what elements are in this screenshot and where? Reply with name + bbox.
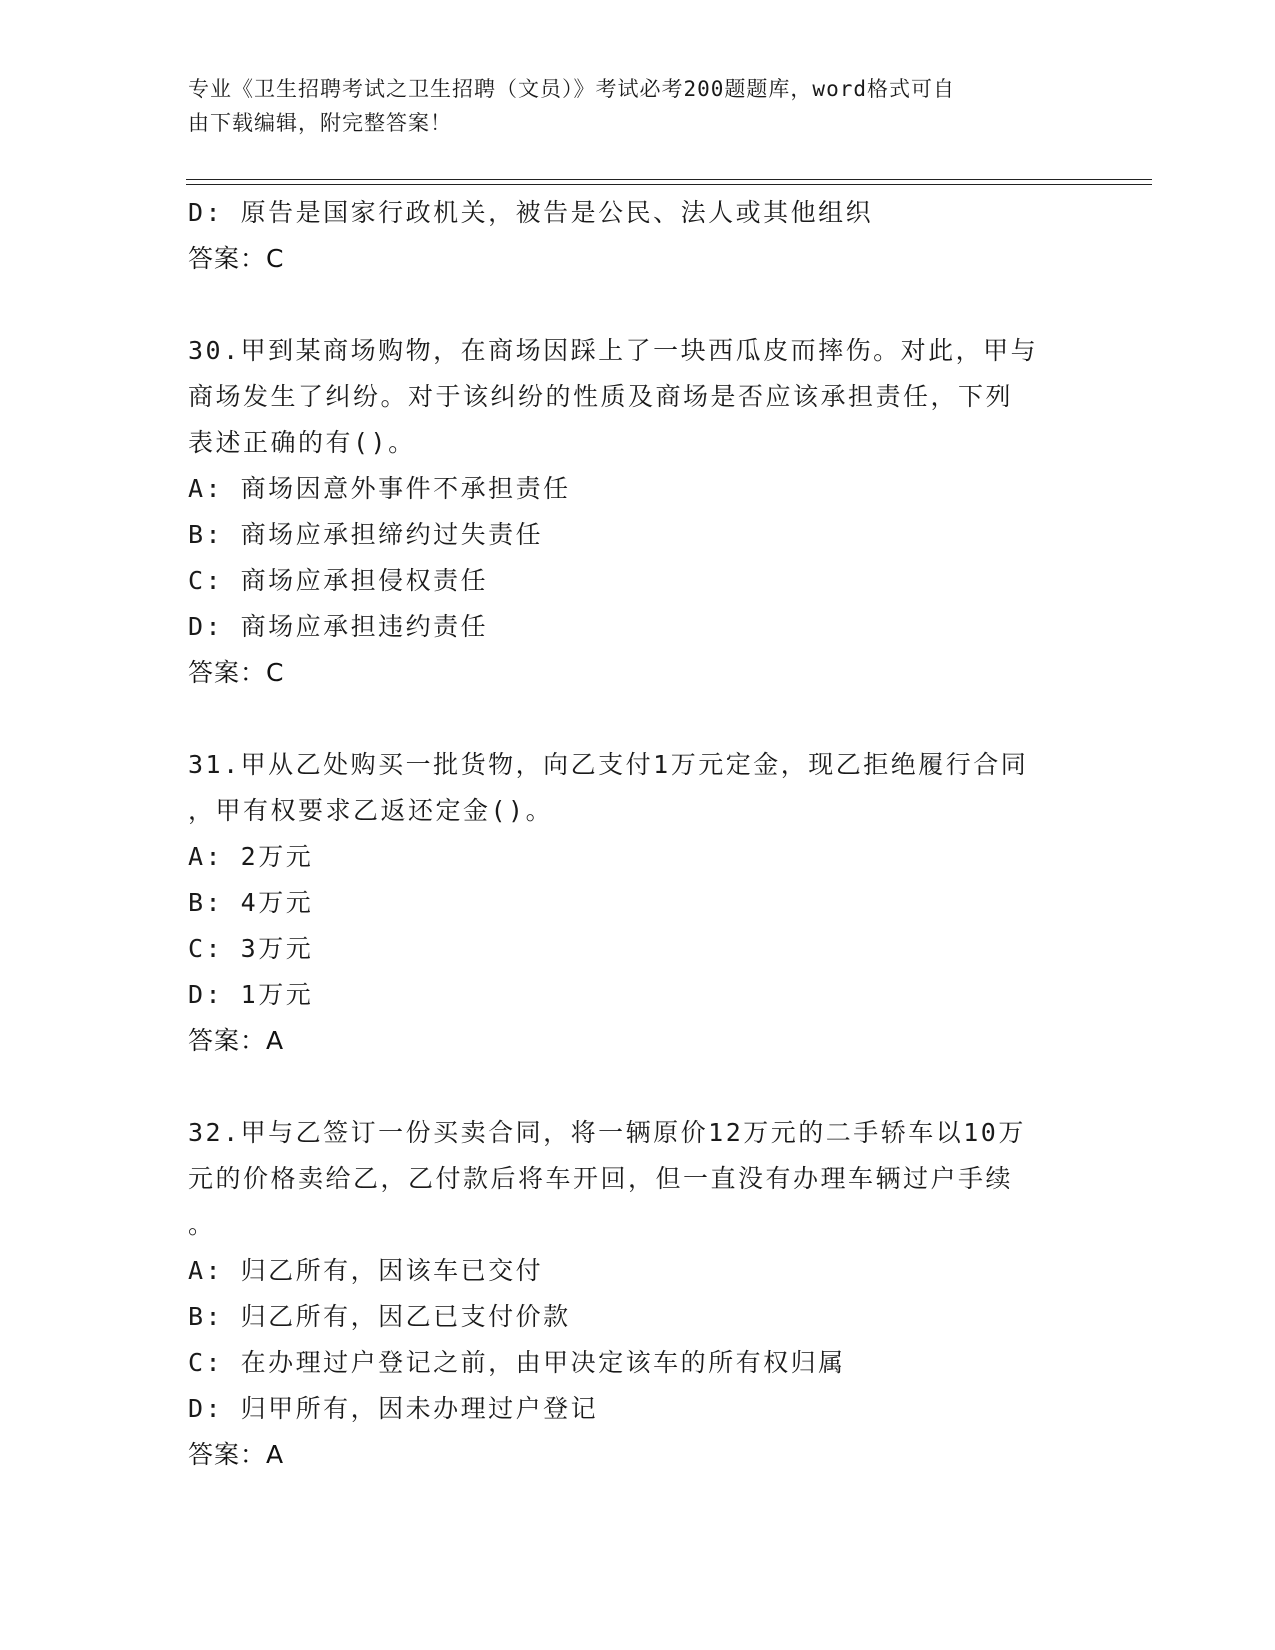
question-32-line-2: 元的价格卖给乙，乙付款后将车开回，但一直没有办理车辆过户手续	[188, 1164, 1014, 1193]
question-32	[188, 1110, 1088, 1478]
question-30	[188, 328, 1088, 696]
question-30-option-b: B: 商场应承担缔约过失责任	[188, 520, 544, 549]
document-header	[188, 72, 1068, 140]
question-32-line-1: 32.甲与乙签订一份买卖合同，将一辆原价12万元的二手轿车以10万	[188, 1118, 1026, 1147]
question-30-option-c: C: 商场应承担侵权责任	[188, 566, 489, 595]
header-divider-bottom	[186, 184, 1152, 185]
carryover-option-d: D: 原告是国家行政机关，被告是公民、法人或其他组织	[188, 198, 874, 227]
carryover-answer: 答案：C	[188, 244, 285, 273]
question-31-option-c: C: 3万元	[188, 934, 314, 963]
question-30-line-1: 30.甲到某商场购物，在商场因踩上了一块西瓜皮而摔伤。对此，甲与	[188, 336, 1039, 365]
document-body	[188, 190, 1088, 1478]
question-32-answer: 答案：A	[188, 1440, 285, 1469]
question-32-option-c: C: 在办理过户登记之前，由甲决定该车的所有权归属	[188, 1348, 846, 1377]
question-31-line-2: ，甲有权要求乙返还定金()。	[188, 796, 554, 825]
question-30-line-2: 商场发生了纠纷。对于该纠纷的性质及商场是否应该承担责任，下列	[188, 382, 1014, 411]
question-31-option-d: D: 1万元	[188, 980, 314, 1009]
header-line-1: 专业《卫生招聘考试之卫生招聘（文员）》考试必考200题题库，word格式可自	[188, 77, 955, 101]
question-30-line-3: 表述正确的有()。	[188, 428, 416, 457]
question-30-answer: 答案：C	[188, 658, 285, 687]
question-32-option-b: B: 归乙所有，因乙已支付价款	[188, 1302, 571, 1331]
question-31-option-b: B: 4万元	[188, 888, 314, 917]
header-divider-top	[186, 179, 1152, 180]
question-31-option-a: A: 2万元	[188, 842, 314, 871]
spacer	[188, 1064, 1088, 1110]
question-32-line-3: 。	[188, 1210, 216, 1239]
question-32-option-d: D: 归甲所有，因未办理过户登记	[188, 1394, 599, 1423]
spacer	[188, 282, 1088, 328]
header-line-2: 由下载编辑，附完整答案！	[188, 111, 452, 135]
question-31-answer: 答案：A	[188, 1026, 285, 1055]
question-31-line-1: 31.甲从乙处购买一批货物，向乙支付1万元定金，现乙拒绝履行合同	[188, 750, 1029, 779]
question-30-option-d: D: 商场应承担违约责任	[188, 612, 489, 641]
question-31	[188, 742, 1088, 1064]
question-32-option-a: A: 归乙所有，因该车已交付	[188, 1256, 544, 1285]
spacer	[188, 696, 1088, 742]
question-30-option-a: A: 商场因意外事件不承担责任	[188, 474, 571, 503]
